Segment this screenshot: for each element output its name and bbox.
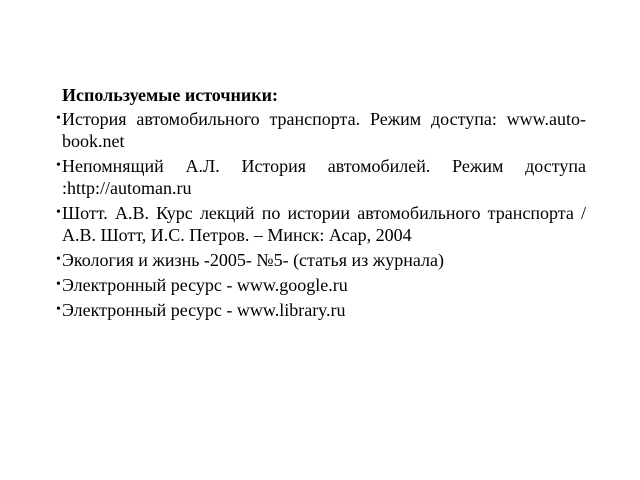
- bullet-icon: •: [56, 277, 61, 292]
- sources-list: [56, 108, 586, 321]
- bullet-icon: •: [56, 205, 61, 220]
- source-text: История автомобильного транспорта. Режим доступа: www.auto-book.net: [62, 109, 586, 151]
- bullet-icon: •: [56, 302, 61, 317]
- source-item: [56, 155, 586, 199]
- source-text: Электронный ресурс - www.google.ru: [62, 275, 348, 295]
- source-text: Непомнящий А.Л. История автомобилей. Режим доступа :http://automan.ru: [62, 156, 586, 198]
- bullet-icon: •: [56, 252, 61, 267]
- bullet-icon: •: [56, 111, 61, 126]
- source-item: [56, 202, 586, 246]
- sources-block: [56, 84, 586, 324]
- sources-heading: Используемые источники:: [62, 85, 278, 105]
- source-item: [56, 274, 586, 296]
- source-item: [56, 108, 586, 152]
- bullet-icon: •: [56, 158, 61, 173]
- source-text: Шотт. А.В. Курс лекций по истории автомобильного транспорта /А.В. Шотт, И.С. Петров. – Минск: Асар, 2004: [62, 203, 586, 245]
- source-item: [56, 249, 586, 271]
- source-item: [56, 299, 586, 321]
- source-text: Электронный ресурс - www.library.ru: [62, 300, 346, 320]
- source-text: Экология и жизнь -2005- №5- (статья из журнала): [62, 250, 444, 270]
